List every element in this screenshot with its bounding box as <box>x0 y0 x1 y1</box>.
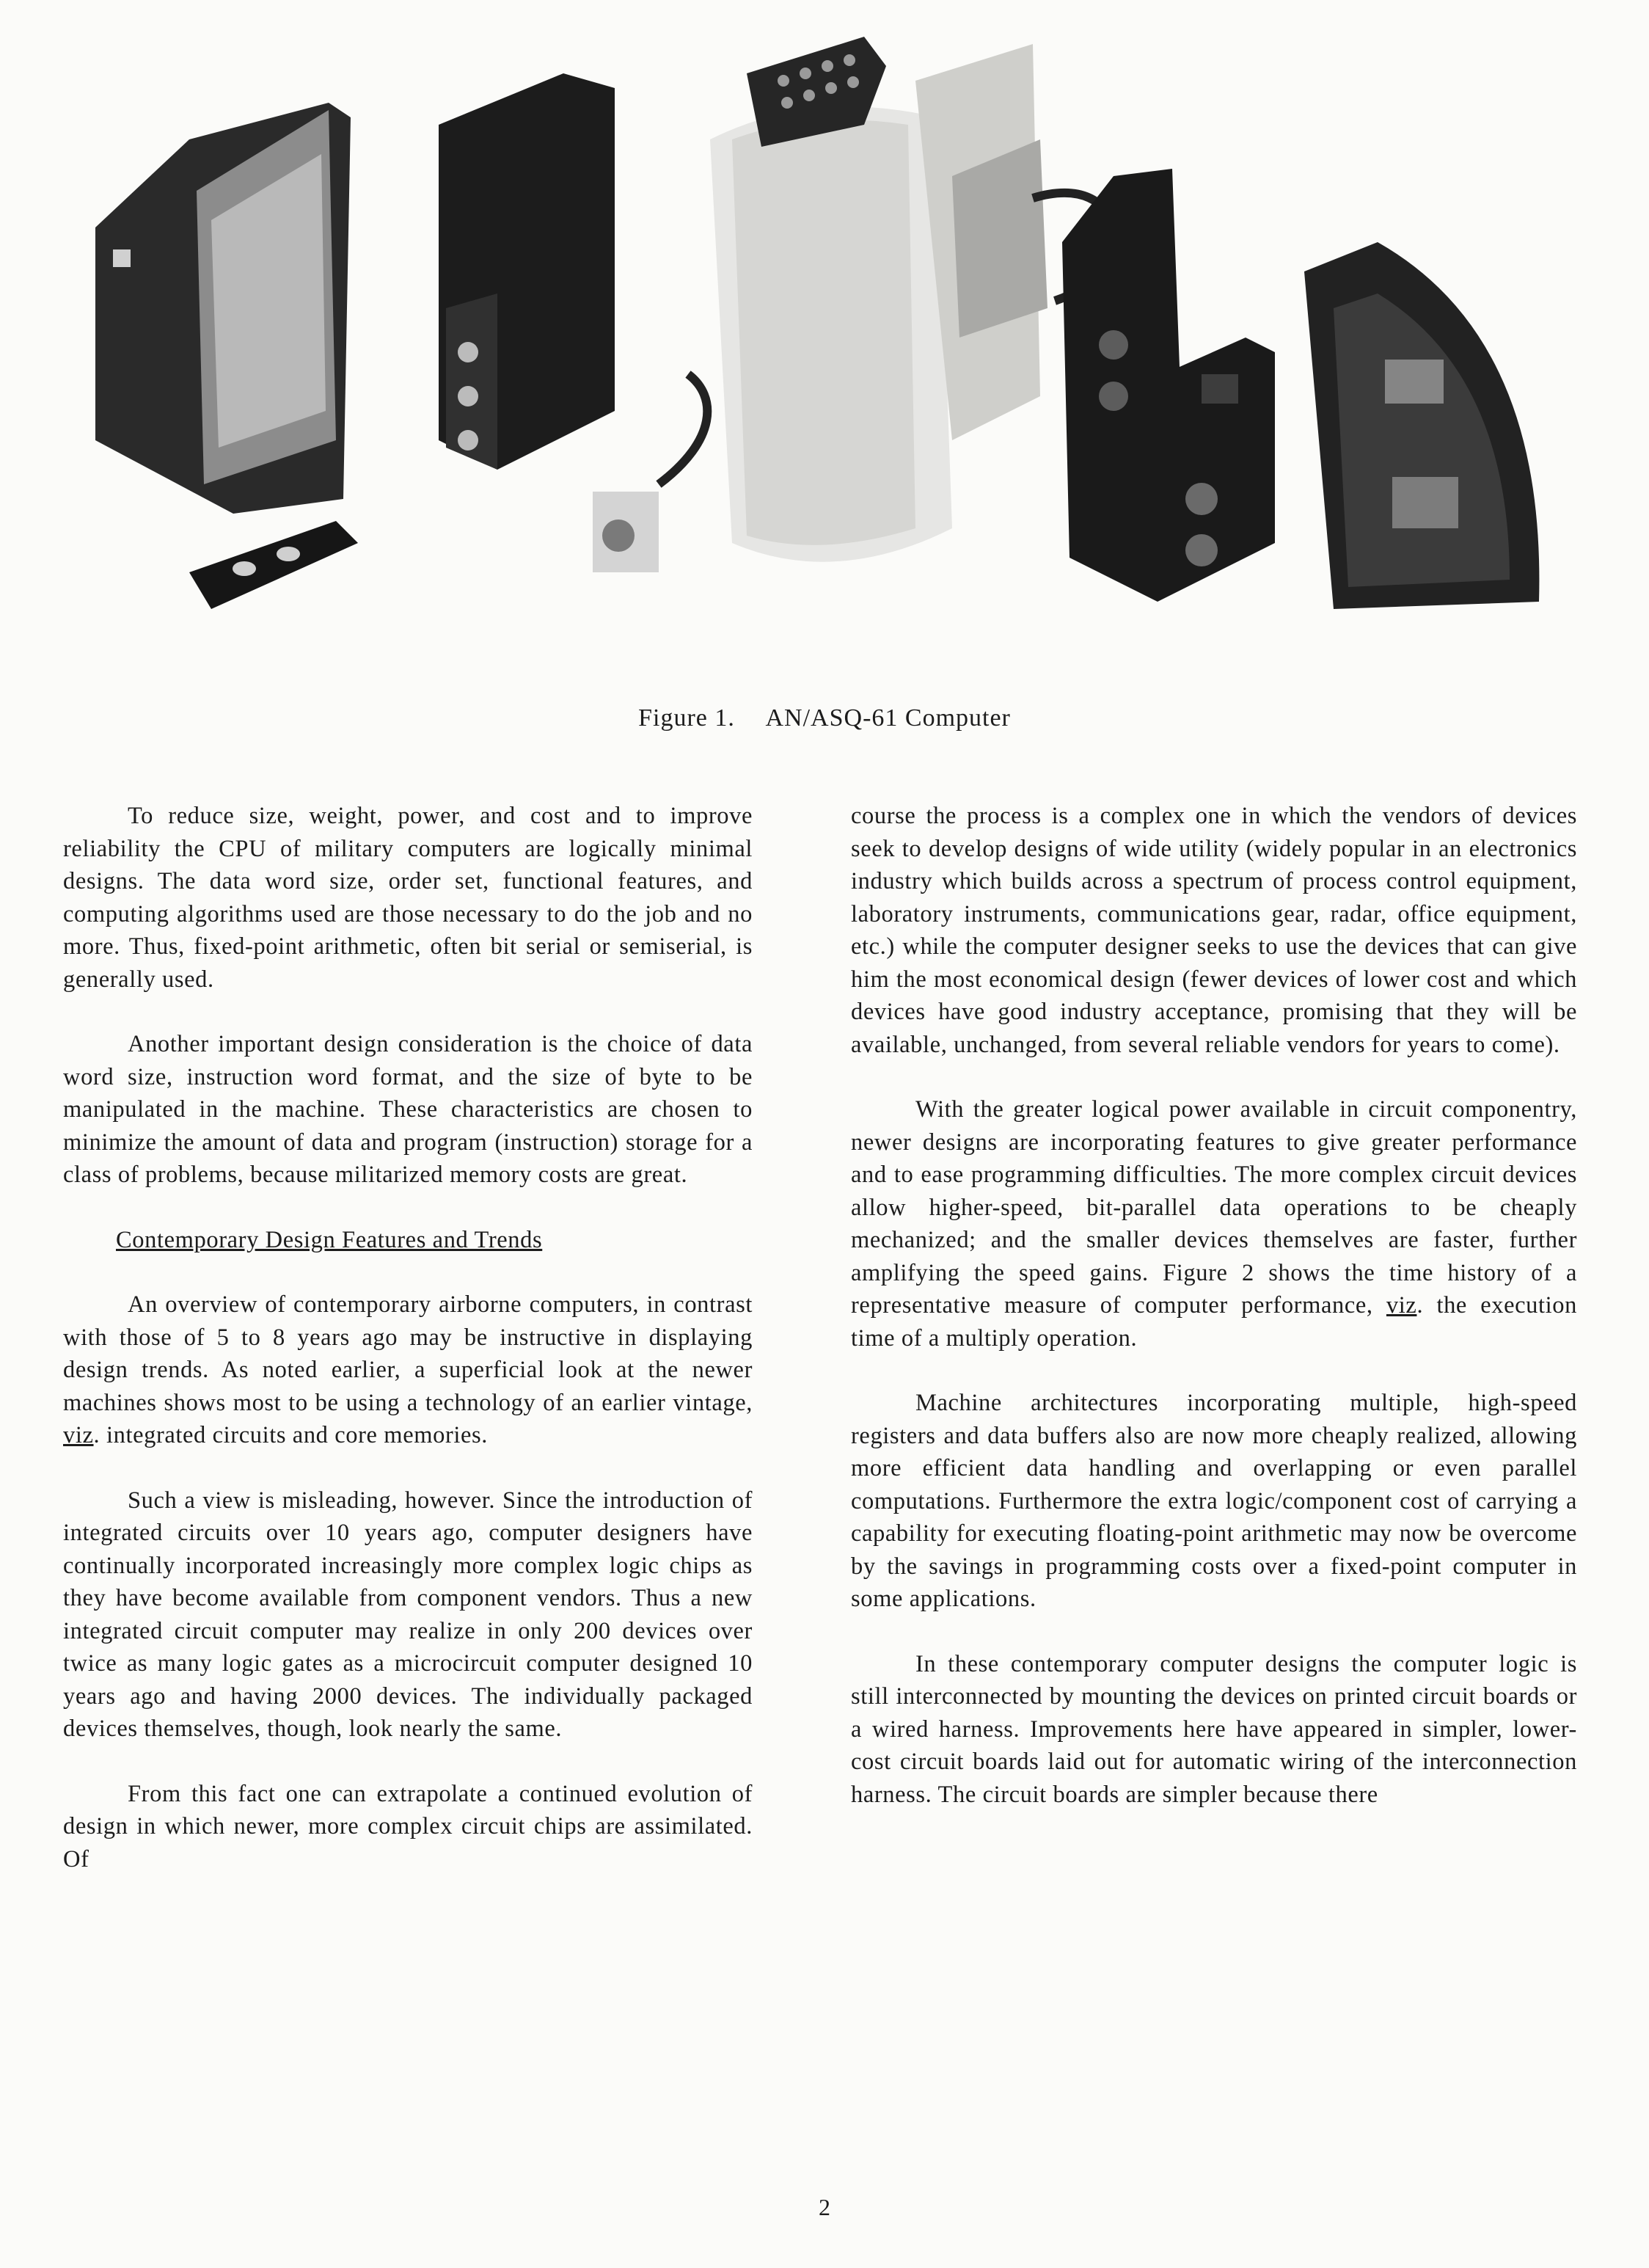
left-paragraph-5: From this fact one can extrapolate a continued evolution of design in which newer, more complex circuit chips are assimilated. Of <box>63 1780 753 1873</box>
right-paragraph-2-text-b: . the execution time of a multiply operation. <box>851 1292 1577 1352</box>
left-paragraph-1: To reduce size, weight, power, and cost and to improve reliability the CPU of military computers are logically minimal designs. The data word size, order set, functional features, and computing algorithms used are those necessary to do the job and no more. Thus, fixed-point arithmetic, often bit serial or semiserial, is generally used. <box>63 803 753 993</box>
right-paragraph-3: Machine architectures incorporating multiple, high-speed registers and data buffers also are now more cheaply realized, allowing more efficient data handling and overlapping or even parallel computations. Furthermore the extra logic/component cost of carrying a capability for executing floating-point arithmetic may now be overcome by the savings in programming costs over a fixed-point computer in some applications. <box>851 1390 1577 1612</box>
viz-abbreviation: viz <box>1386 1292 1417 1319</box>
right-paragraph-2-text-a: With the greater logical power available in circuit componentry, newer designs are incorporating features to give greater performance and to ease programming difficulties. The more complex circuit devices allow higher-speed, bit-parallel data operations to be cheaply mechanized; and the smaller devices themselves are faster, further amplifying the speed gains. Figure 2 shows the time history of a representative measure of computer performance, <box>851 1096 1577 1319</box>
viz-abbreviation: viz <box>63 1422 94 1448</box>
figure-number: Figure 1. <box>638 704 735 732</box>
computer-photograph <box>87 29 1576 675</box>
left-paragraph-2: Another important design consideration is the choice of data word size, instruction word format, and the size of byte to be manipulated in the machine. These characteristics are chosen to minimize the amount of data and program (instruction) storage for a class of problems, because militarized memory costs are great. <box>63 1031 753 1188</box>
left-paragraph-3-text-b: . integrated circuits and core memories. <box>93 1422 488 1448</box>
an-asq-61-equipment-image <box>87 29 1576 675</box>
figure-caption <box>0 704 1649 732</box>
right-paragraph-1: course the process is a complex one in which the vendors of devices seek to develop designs of wide utility (widely popular in an electronics industry which builds across a spectrum of process control equipment, laboratory instruments, communications gear, radar, office equipment, etc.) while the computer designer seeks to use the devices that can give him the most economical design (fewer devices of lower cost and which devices have good industry acceptance, promising that they will be available, unchanged, from several reliable vendors for years to come). <box>851 803 1577 1058</box>
right-column <box>851 800 1577 1811</box>
left-paragraph-3 <box>63 1288 753 1452</box>
right-paragraph-4: In these contemporary computer designs the computer logic is still interconnected by mounting the devices on printed circuit boards or a wired harness. Improvements here have appeared in simpler, lower-cost circuit boards laid out for automatic wiring of the interconnection harness. The circuit boards are simpler because there <box>851 1650 1577 1808</box>
left-paragraph-3-text-a: An overview of contemporary airborne computers, in contrast with those of 5 to 8 years ago may be instructive in displaying design trends. As noted earlier, a superficial look at the newer machines shows most to be using a technology of an earlier vintage, <box>63 1291 753 1416</box>
left-column <box>63 800 753 1875</box>
right-paragraph-2 <box>851 1093 1577 1354</box>
left-paragraph-4: Such a view is misleading, however. Since the introduction of integrated circuits over 10 years ago, computer designers have continually incorporated increasingly more complex logic chips as they have become available from component vendors. Thus a new integrated circuit computer may realize in only 200 devices over twice as many logic gates as a microcircuit computer designed 10 years ago and having 2000 devices. The individually packaged devices themselves, though, look nearly the same. <box>63 1487 753 1742</box>
section-heading: Contemporary Design Features and Trends <box>116 1226 543 1253</box>
figure-title: AN/ASQ-61 Computer <box>765 704 1011 732</box>
page-number: 2 <box>819 2194 830 2220</box>
